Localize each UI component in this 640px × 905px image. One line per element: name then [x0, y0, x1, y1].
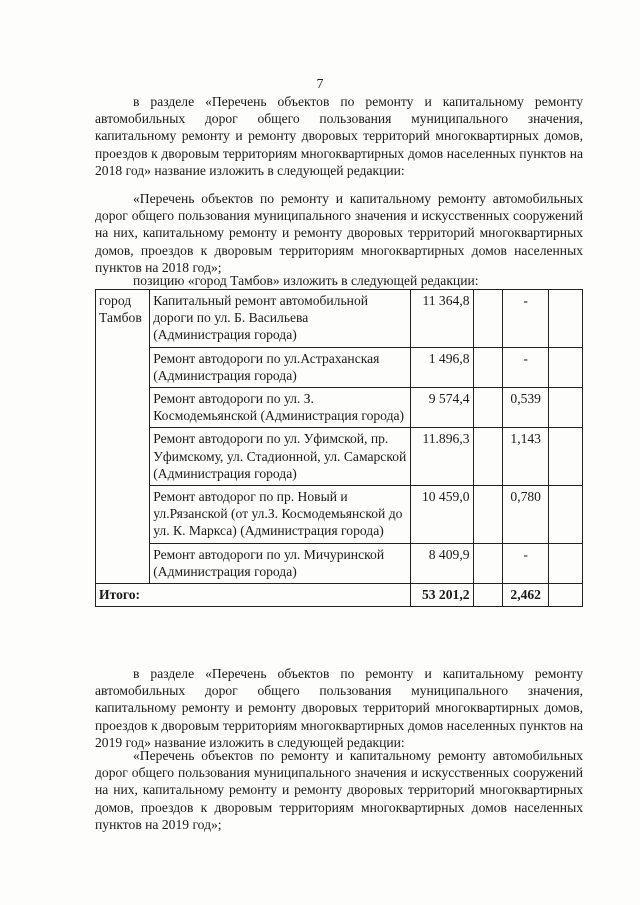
- table-row: [96, 543, 583, 583]
- object-length: -: [503, 347, 549, 387]
- table-row: [96, 388, 583, 428]
- empty-cell: [549, 486, 583, 544]
- road-repair-table: [95, 289, 583, 607]
- total-length: 2,462: [503, 584, 549, 607]
- paragraph-section-2019: в разделе «Перечень объектов по ремонту и капитальному ремонту автомобильных дорог общего пользования муниципального значения, капитальному ремонту и ремонту дворовых территорий многоквартирных домов, проездов к дворовым территориям многоквартирных домов населенных пунктов на 2019 год» название изложить в следующей редакции:: [95, 666, 583, 750]
- empty-cell: [549, 347, 583, 387]
- object-name: Ремонт автодороги по ул. Уфимской, пр. Уфимскому, ул. Стадионной, ул. Самарской (Администрация города): [150, 428, 411, 486]
- table-row: [96, 347, 583, 387]
- empty-cell: [473, 584, 503, 607]
- paragraph-section-2018: в разделе «Перечень объектов по ремонту и капитальному ремонту автомобильных дорог общего пользования муниципального значения, капитальному ремонту и ремонту дворовых территорий многоквартирных домов, проездов к дворовым территориям многоквартирных домов населенных пунктов на 2018 год» название изложить в следующей редакции:: [95, 94, 583, 178]
- table-row: [96, 290, 583, 348]
- object-length: 0,780: [503, 486, 549, 544]
- object-cost: 10 459,0: [411, 486, 473, 544]
- object-cost: 8 409,9: [411, 543, 473, 583]
- city-cell: город Тамбов: [96, 290, 150, 584]
- empty-cell: [473, 290, 503, 348]
- empty-cell: [549, 388, 583, 428]
- object-cost: 11 364,8: [411, 290, 473, 348]
- empty-cell: [473, 388, 503, 428]
- object-name: Ремонт автодороги по ул. З. Космодемьянской (Администрация города): [150, 388, 411, 428]
- empty-cell: [549, 543, 583, 583]
- paragraph-title-2018: «Перечень объектов по ремонту и капитальному ремонту автомобильных дорог общего пользования муниципального значения и искусственных сооружений на них, капитальному ремонту и ремонту дворовых территорий многоквартирных домов, проездов к дворовым территориям многоквартирных домов населенных пунктов на 2018 год»;: [95, 191, 583, 275]
- object-cost: 11.896,3: [411, 428, 473, 486]
- object-length: 1,143: [503, 428, 549, 486]
- paragraph-position-tambov: позицию «город Тамбов» изложить в следующей редакции:: [133, 273, 479, 288]
- object-length: -: [503, 543, 549, 583]
- total-label: Итого:: [96, 584, 411, 607]
- page-number: 7: [316, 77, 324, 92]
- object-name: Ремонт автодороги по ул. Мичуринской (Администрация города): [150, 543, 411, 583]
- empty-cell: [473, 347, 503, 387]
- object-cost: 9 574,4: [411, 388, 473, 428]
- empty-cell: [473, 543, 503, 583]
- total-row: [96, 584, 583, 607]
- empty-cell: [473, 428, 503, 486]
- empty-cell: [473, 486, 503, 544]
- object-length: 0,539: [503, 388, 549, 428]
- paragraph-title-2019: «Перечень объектов по ремонту и капитальному ремонту автомобильных дорог общего пользования муниципального значения и искусственных сооружений на них, капитальному ремонту и ремонту дворовых территорий многоквартирных домов, проездов к дворовым территориям многоквартирных домов населенных пунктов на 2019 год»;: [95, 748, 583, 832]
- total-cost: 53 201,2: [411, 584, 473, 607]
- empty-cell: [549, 290, 583, 348]
- object-name: Ремонт автодороги по ул.Астраханская (Администрация города): [150, 347, 411, 387]
- object-cost: 1 496,8: [411, 347, 473, 387]
- empty-cell: [549, 584, 583, 607]
- table-row: [96, 486, 583, 544]
- object-length: -: [503, 290, 549, 348]
- empty-cell: [549, 428, 583, 486]
- object-name: Ремонт автодорог по пр. Новый и ул.Рязанской (от ул.З. Космодемьянской до ул. К. Маркса) (Администрация города): [150, 486, 411, 544]
- table-row: [96, 428, 583, 486]
- object-name: Капитальный ремонт автомобильной дороги по ул. Б. Васильева (Администрация города): [150, 290, 411, 348]
